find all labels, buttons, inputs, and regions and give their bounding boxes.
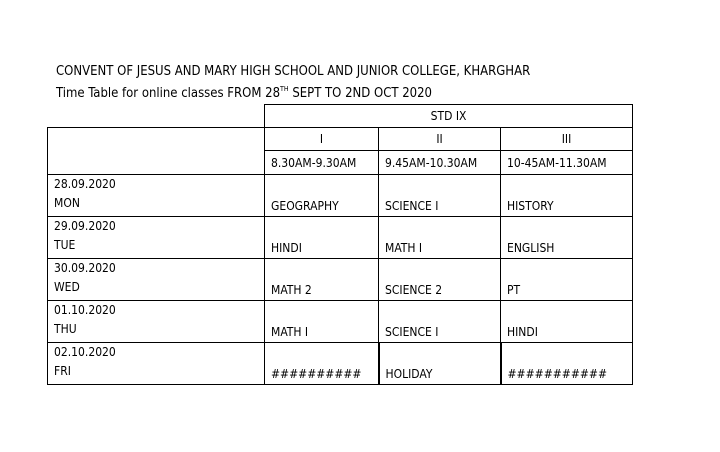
day-cell — [48, 343, 265, 385]
date: 01.10.2020 — [54, 303, 116, 317]
weekday: WED — [54, 280, 80, 294]
school-title: CONVENT OF JESUS AND MARY HIGH SCHOOL AND JUNIOR COLLEGE, KHARGHAR — [56, 64, 531, 79]
subject-cell: HOLIDAY — [379, 343, 501, 385]
timetable — [47, 104, 633, 385]
table-row — [48, 217, 633, 259]
subtitle-prefix: Time Table for online classes FROM 28 — [56, 86, 281, 101]
subject-cell: MATH I — [265, 301, 379, 343]
day-cell — [48, 259, 265, 301]
subtitle-superscript: TH — [280, 85, 289, 93]
table-row — [48, 343, 633, 385]
weekday: TUE — [54, 238, 76, 252]
subject-cell: ENGLISH — [501, 217, 633, 259]
timing-1: 8.30AM-9.30AM — [265, 151, 379, 175]
blank-top-left — [48, 105, 265, 128]
period-row — [48, 128, 633, 151]
subject-cell: SCIENCE I — [379, 301, 501, 343]
weekday: FRI — [54, 364, 71, 378]
date: 28.09.2020 — [54, 177, 116, 191]
weekday: THU — [54, 322, 77, 336]
period-1: I — [265, 128, 379, 151]
day-cell — [48, 301, 265, 343]
timing-2: 9.45AM-10.30AM — [379, 151, 501, 175]
subject-cell: SCIENCE I — [379, 175, 501, 217]
weekday: MON — [54, 196, 80, 210]
period-2: II — [379, 128, 501, 151]
timetable-subtitle — [56, 85, 432, 101]
table-row — [48, 259, 633, 301]
std-row — [48, 105, 633, 128]
timing-3: 10-45AM-11.30AM — [501, 151, 633, 175]
std-label: STD IX — [265, 105, 633, 128]
subtitle-suffix: SEPT TO 2ND OCT 2020 — [288, 86, 432, 101]
date: 29.09.2020 — [54, 219, 116, 233]
period-3: III — [501, 128, 633, 151]
date: 30.09.2020 — [54, 261, 116, 275]
subject-cell: GEOGRAPHY — [265, 175, 379, 217]
day-cell — [48, 217, 265, 259]
subject-cell: ########## — [265, 343, 379, 385]
subject-cell: SCIENCE 2 — [379, 259, 501, 301]
table-row — [48, 175, 633, 217]
subject-cell: HINDI — [501, 301, 633, 343]
timing-row — [48, 151, 633, 175]
blank-timing-cell — [48, 151, 265, 175]
subject-cell: ########### — [501, 343, 633, 385]
subject-cell: HINDI — [265, 217, 379, 259]
day-cell — [48, 175, 265, 217]
subject-cell: MATH I — [379, 217, 501, 259]
subject-cell: MATH 2 — [265, 259, 379, 301]
subject-cell: PT — [501, 259, 633, 301]
date: 02.10.2020 — [54, 345, 116, 359]
table-row — [48, 301, 633, 343]
blank-header-cell — [48, 128, 265, 151]
subject-cell: HISTORY — [501, 175, 633, 217]
